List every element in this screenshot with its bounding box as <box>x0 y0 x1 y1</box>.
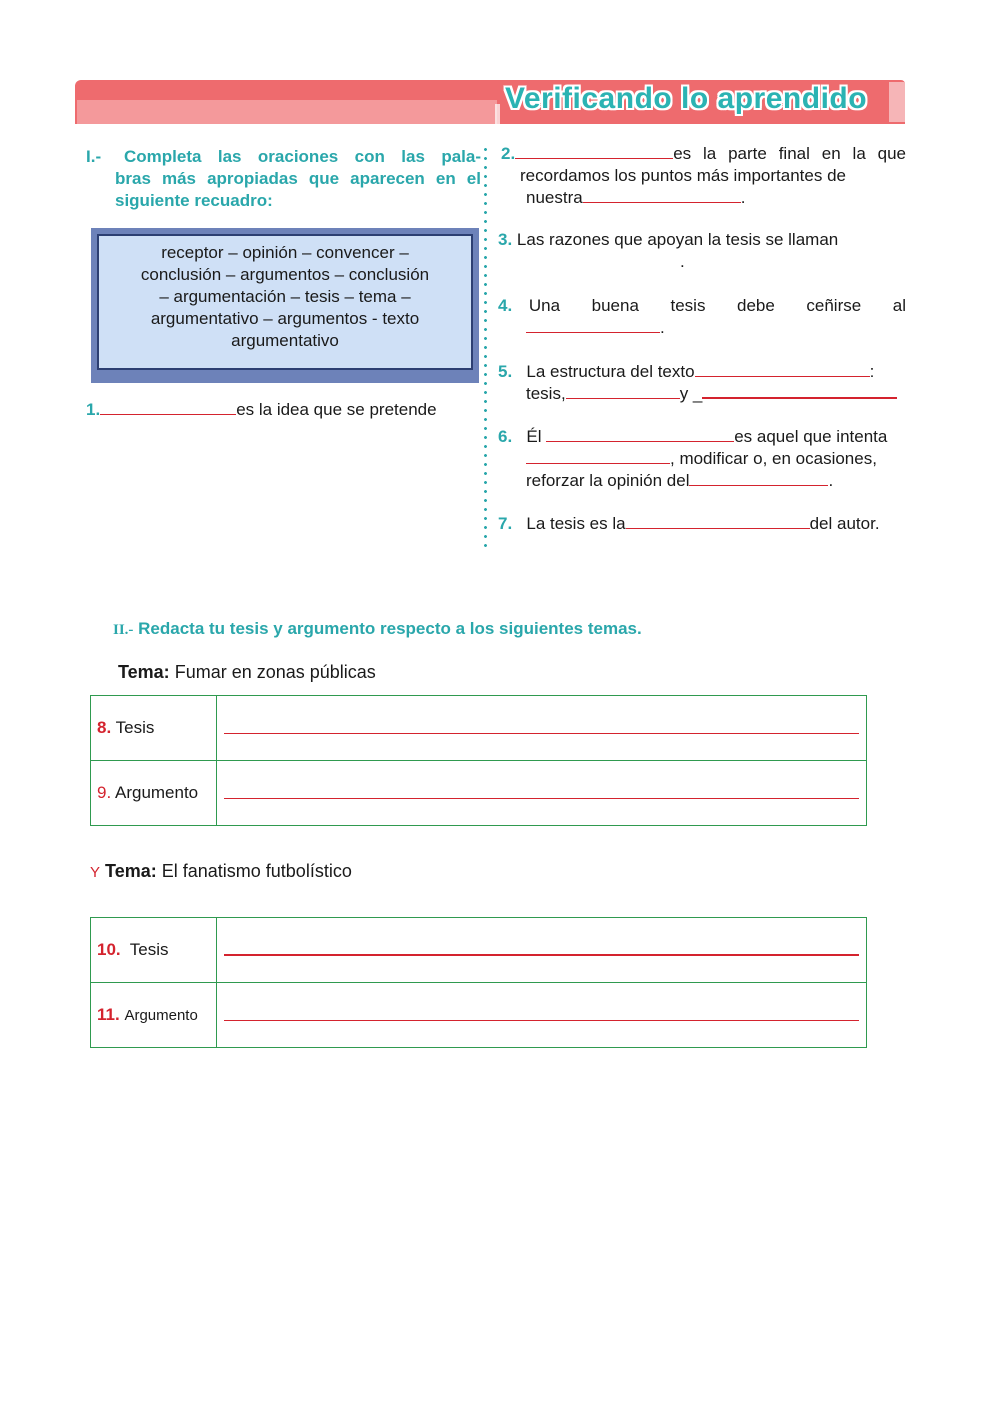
question-7: 7. La tesis es la del autor. <box>498 514 880 533</box>
blank-q6-b[interactable] <box>526 448 670 464</box>
question-2: 2. es la parte final en la que recordamos los puntos más importantes de nuestra . <box>501 144 906 207</box>
blank-q5-c[interactable] <box>702 383 897 399</box>
blank-q5-b[interactable] <box>566 383 680 399</box>
blank-q2-b[interactable] <box>583 187 741 203</box>
blank-q7[interactable] <box>626 513 810 529</box>
answer-table-2 <box>90 917 867 1048</box>
word-box-line: – argumentación – tesis – tema – <box>159 287 411 306</box>
blank-q6-a[interactable] <box>546 426 734 442</box>
section1-instruction <box>86 146 481 212</box>
answer-line <box>224 954 859 956</box>
banner-divider <box>495 104 500 124</box>
word-box-content <box>97 234 473 370</box>
question-5: 5. La estructura del texto : tesis, y _ <box>498 361 906 405</box>
word-box-line: argumentativo – argumentos - texto <box>150 309 420 328</box>
answer-line <box>224 733 859 734</box>
instruction-line-2: bras más apropiadas que aparecen en el <box>115 169 481 188</box>
answer-field-10[interactable] <box>217 918 867 983</box>
blank-q1[interactable] <box>100 399 236 415</box>
blank-q6-c[interactable] <box>689 470 828 486</box>
word-box-line: conclusión – argumentos – conclusión <box>140 265 430 284</box>
answer-field-8[interactable] <box>217 696 867 761</box>
answer-field-11[interactable] <box>217 983 867 1048</box>
banner-end-tab <box>889 82 905 122</box>
answer-line <box>224 1020 859 1021</box>
answer-line <box>224 798 859 799</box>
word-box-line: receptor – opinión – convencer – <box>161 243 409 262</box>
row-label: 10. Tesis <box>91 918 217 983</box>
banner-stripe <box>77 100 497 124</box>
question-1: 1. es la idea que se pretende <box>86 400 437 419</box>
instruction-line-1: I.- Completa las oraciones con las pala- <box>86 147 481 166</box>
table-row <box>91 983 867 1048</box>
row-label: 9. Argumento <box>91 761 217 826</box>
row-label: 8. Tesis <box>91 696 217 761</box>
blank-q2-a[interactable] <box>515 143 673 159</box>
answer-table-1 <box>90 695 867 826</box>
topic-2: Y Tema: El fanatismo futbolístico <box>90 861 352 881</box>
page-title: Verificando lo aprendido <box>505 82 868 115</box>
table-row <box>91 696 867 761</box>
question-3: 3. Las razones que apoyan la tesis se llaman . <box>498 230 839 271</box>
section2-title: II.- Redacta tu tesis y argumento respecto a los siguientes temas. <box>113 619 642 638</box>
blank-q5-a[interactable] <box>695 361 870 377</box>
word-box-line: argumentativo <box>231 331 339 350</box>
instruction-line-3: siguiente recuadro: <box>115 191 273 210</box>
section1-number: I.- <box>86 147 102 166</box>
row-label: 11. Argumento <box>91 983 217 1048</box>
table-row <box>91 761 867 826</box>
question-6: 6. Él es aquel que intenta , modificar o, en ocasiones, reforzar la opinión del . <box>498 427 888 490</box>
question-4: 4. Una buena tesis debe ceñirse al . <box>498 296 906 337</box>
table-row <box>91 918 867 983</box>
word-box <box>91 228 479 383</box>
blank-q4[interactable] <box>526 317 660 333</box>
header-banner <box>75 80 905 124</box>
answer-field-9[interactable] <box>217 761 867 826</box>
topic-1: Tema: Fumar en zonas públicas <box>118 662 376 682</box>
column-divider <box>484 145 487 550</box>
